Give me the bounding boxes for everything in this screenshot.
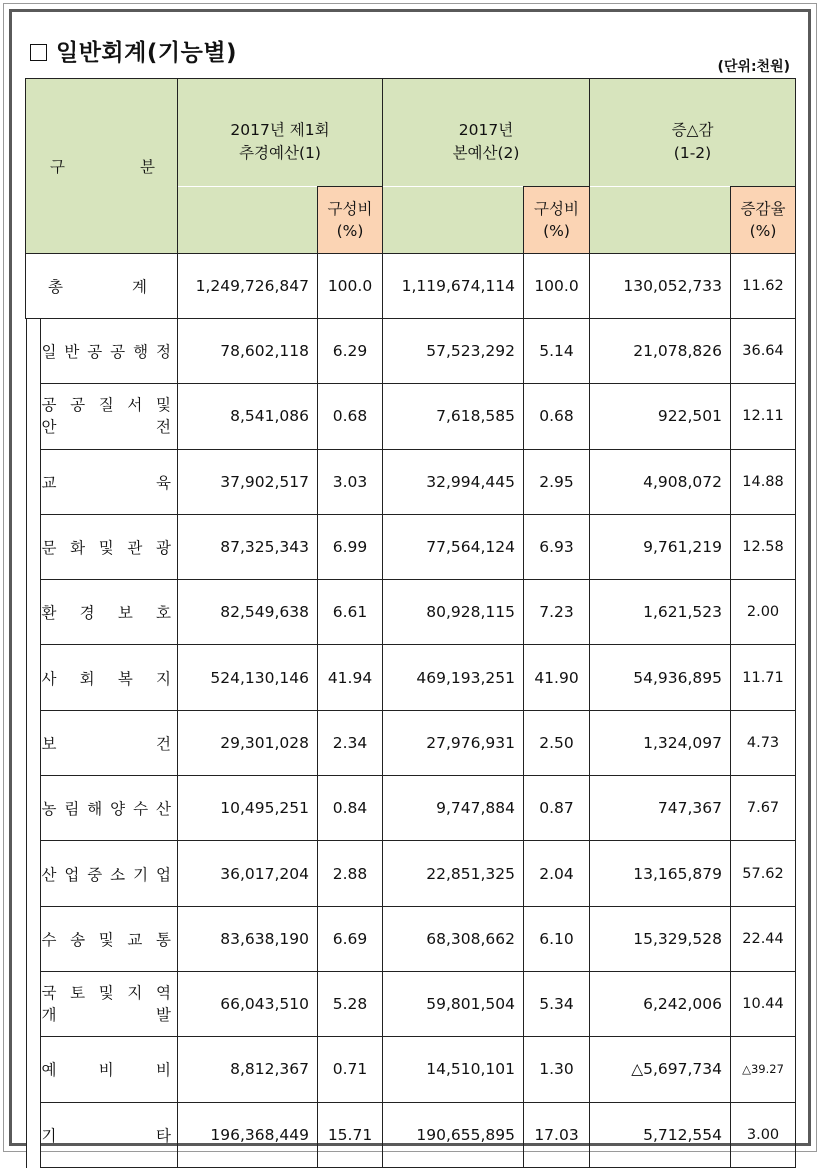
cell-main: 80,928,115 <box>383 580 524 645</box>
table-row <box>26 1037 796 1102</box>
checkbox-square-icon <box>30 44 47 61</box>
cell-main: 59,801,504 <box>383 971 524 1036</box>
indent-line <box>26 775 41 841</box>
total-supp-pct: 100.0 <box>318 254 383 319</box>
label-char: 예 <box>41 1061 57 1080</box>
cell-main: 469,193,251 <box>383 645 524 710</box>
row-label-text <box>42 340 172 362</box>
total-main: 1,119,674,114 <box>383 254 524 319</box>
row-label-text <box>42 1058 172 1080</box>
header-supplementary-budget <box>178 79 383 187</box>
cell-rate: 14.88 <box>731 449 796 514</box>
cell-rate: 36.64 <box>731 319 796 384</box>
label-char: 전 <box>156 418 171 437</box>
table-row <box>26 906 796 971</box>
row-label-text <box>42 667 172 689</box>
row-label <box>26 645 178 710</box>
cell-supp-pct: 6.61 <box>318 580 383 645</box>
cell-supp: 82,549,638 <box>178 580 318 645</box>
title-text: 일반회계(기능별) <box>56 40 238 66</box>
unit-label: (단위:천원) <box>717 59 790 75</box>
label-char: 보 <box>117 604 133 623</box>
label-char: 질 <box>98 396 114 415</box>
label-char: 송 <box>70 930 86 949</box>
header-line: (%) <box>749 222 777 240</box>
row-label-text <box>42 982 172 1026</box>
header-category-char: 분 <box>140 158 155 176</box>
label-char: 육 <box>156 473 171 492</box>
label-char: 문 <box>41 539 57 558</box>
table-row <box>26 580 796 645</box>
indent-line <box>26 1102 41 1168</box>
cell-main-pct: 2.95 <box>524 449 590 514</box>
row-label-text <box>42 471 172 493</box>
label-char: 총 <box>48 278 63 296</box>
document-title <box>30 34 237 67</box>
cell-diff: 9,761,219 <box>590 514 731 579</box>
cell-supp: 29,301,028 <box>178 710 318 775</box>
table-row <box>26 319 796 384</box>
row-label <box>26 514 178 579</box>
label-char: 비 <box>156 1061 171 1080</box>
row-label <box>26 710 178 775</box>
row-label <box>26 1037 178 1102</box>
header-line: 2017년 <box>458 121 514 139</box>
cell-supp: 36,017,204 <box>178 841 318 906</box>
header-ratio-main <box>524 187 590 254</box>
cell-rate: 7.67 <box>731 776 796 841</box>
cell-rate: 2.00 <box>731 580 796 645</box>
cell-main-pct: 17.03 <box>524 1102 590 1167</box>
cell-supp: 83,638,190 <box>178 906 318 971</box>
header-category-char: 구 <box>50 158 65 176</box>
row-label <box>26 319 178 384</box>
indent-line <box>26 710 41 776</box>
label-char: 경 <box>79 604 95 623</box>
table-row <box>26 710 796 775</box>
cell-rate: 12.11 <box>731 384 796 449</box>
indent-line <box>26 579 41 645</box>
row-label-text <box>42 1124 172 1146</box>
cell-supp-pct: 41.94 <box>318 645 383 710</box>
label-char: 비 <box>98 1061 114 1080</box>
row-label-text <box>42 394 172 438</box>
label-char: 국 <box>41 984 57 1003</box>
label-char: 및 <box>156 396 171 415</box>
row-label-text <box>42 732 172 754</box>
table-row <box>26 449 796 514</box>
cell-diff: 6,242,006 <box>590 971 731 1036</box>
cell-main: 9,747,884 <box>383 776 524 841</box>
label-char: 타 <box>156 1126 171 1145</box>
cell-supp-pct: 15.71 <box>318 1102 383 1167</box>
row-label-text <box>42 797 172 819</box>
cell-diff: 21,078,826 <box>590 319 731 384</box>
row-label-text <box>42 601 172 623</box>
indent-line <box>26 383 41 449</box>
label-char: 중 <box>87 865 103 884</box>
cell-supp: 66,043,510 <box>178 971 318 1036</box>
label-char: 복 <box>117 669 133 688</box>
cell-diff: 15,329,528 <box>590 906 731 971</box>
header-rate <box>731 187 796 254</box>
cell-main-pct: 2.50 <box>524 710 590 775</box>
label-char: 교 <box>127 930 143 949</box>
indent-line <box>26 514 41 580</box>
header-category <box>26 79 178 254</box>
label-char: 행 <box>133 343 149 362</box>
row-label-text <box>42 928 172 950</box>
cell-supp-pct: 6.69 <box>318 906 383 971</box>
cell-main-pct: 2.04 <box>524 841 590 906</box>
header-line: 구성비 <box>534 200 579 218</box>
indent-line <box>26 971 41 1037</box>
cell-supp-pct: 0.71 <box>318 1037 383 1102</box>
label-char: 교 <box>41 473 57 492</box>
cell-supp-pct: 6.29 <box>318 319 383 384</box>
header-line: (%) <box>543 222 570 240</box>
cell-main-pct: 5.34 <box>524 971 590 1036</box>
label-char: 통 <box>156 930 171 949</box>
header-line: (1-2) <box>673 144 712 162</box>
cell-supp: 196,368,449 <box>178 1102 318 1167</box>
cell-main: 22,851,325 <box>383 841 524 906</box>
cell-supp: 8,812,367 <box>178 1037 318 1102</box>
budget-table <box>25 78 796 1168</box>
label-char: 지 <box>127 984 143 1003</box>
label-char: 역 <box>156 984 171 1003</box>
cell-rate: 10.44 <box>731 971 796 1036</box>
label-char: 화 <box>70 539 86 558</box>
row-label <box>26 449 178 514</box>
header-line: 본예산(2) <box>452 144 520 162</box>
label-char: 반 <box>64 343 80 362</box>
indent-line <box>26 1036 41 1102</box>
cell-main: 57,523,292 <box>383 319 524 384</box>
cell-supp: 8,541,086 <box>178 384 318 449</box>
cell-main-pct: 41.90 <box>524 645 590 710</box>
header-ratio-supp <box>318 187 383 254</box>
header-row-1 <box>26 79 796 187</box>
row-label <box>26 906 178 971</box>
cell-supp: 10,495,251 <box>178 776 318 841</box>
cell-main: 68,308,662 <box>383 906 524 971</box>
total-diff: 130,052,733 <box>590 254 731 319</box>
row-label <box>26 1102 178 1167</box>
cell-supp: 87,325,343 <box>178 514 318 579</box>
cell-diff: 54,936,895 <box>590 645 731 710</box>
table-row <box>26 645 796 710</box>
label-char: 공 <box>70 396 86 415</box>
header-blank <box>178 187 318 254</box>
indent-line <box>26 644 41 710</box>
cell-main: 32,994,445 <box>383 449 524 514</box>
cell-main: 14,510,101 <box>383 1037 524 1102</box>
label-char: 공 <box>41 396 57 415</box>
label-char: 계 <box>132 278 147 296</box>
label-char: 수 <box>41 930 57 949</box>
label-char: 호 <box>156 604 171 623</box>
header-main-budget <box>383 79 590 187</box>
row-label <box>26 384 178 449</box>
label-char: 건 <box>156 734 171 753</box>
cell-diff: 5,712,554 <box>590 1102 731 1167</box>
label-char: 기 <box>133 865 149 884</box>
cell-diff: △5,697,734 <box>590 1037 731 1102</box>
table-row <box>26 384 796 449</box>
cell-main-pct: 0.68 <box>524 384 590 449</box>
label-char: 소 <box>110 865 126 884</box>
header-blank <box>383 187 524 254</box>
header-line: (%) <box>336 222 364 240</box>
label-char: 발 <box>156 1006 171 1025</box>
header-line: 구성비 <box>327 200 373 218</box>
label-char: 공 <box>110 343 126 362</box>
row-label <box>26 580 178 645</box>
cell-supp-pct: 5.28 <box>318 971 383 1036</box>
cell-main: 7,618,585 <box>383 384 524 449</box>
cell-main-pct: 1.30 <box>524 1037 590 1102</box>
label-char: 일 <box>41 343 57 362</box>
table-row <box>26 514 796 579</box>
label-char: 공 <box>87 343 103 362</box>
cell-rate: 57.62 <box>731 841 796 906</box>
label-char: 및 <box>98 930 114 949</box>
row-label <box>26 776 178 841</box>
cell-diff: 4,908,072 <box>590 449 731 514</box>
label-char: 보 <box>41 734 57 753</box>
table-row <box>26 776 796 841</box>
cell-main-pct: 6.10 <box>524 906 590 971</box>
label-char: 정 <box>155 343 171 362</box>
header-line: 2017년 제1회 <box>230 121 330 139</box>
label-char: 해 <box>87 800 103 819</box>
cell-supp: 524,130,146 <box>178 645 318 710</box>
label-char: 관 <box>127 539 143 558</box>
cell-supp-pct: 0.84 <box>318 776 383 841</box>
label-char: 안 <box>41 418 57 437</box>
cell-supp: 78,602,118 <box>178 319 318 384</box>
table-row <box>26 971 796 1036</box>
total-supp: 1,249,726,847 <box>178 254 318 319</box>
cell-supp-pct: 2.34 <box>318 710 383 775</box>
cell-diff: 1,621,523 <box>590 580 731 645</box>
row-label-text <box>42 536 172 558</box>
cell-rate: 22.44 <box>731 906 796 971</box>
label-char: 산 <box>41 865 57 884</box>
label-char: 환 <box>41 604 57 623</box>
cell-rate: 3.00 <box>731 1102 796 1167</box>
indent-line <box>26 319 41 384</box>
total-row <box>26 254 796 319</box>
cell-supp: 37,902,517 <box>178 449 318 514</box>
label-char: 광 <box>156 539 171 558</box>
header-blank <box>590 187 731 254</box>
cell-diff: 13,165,879 <box>590 841 731 906</box>
row-label <box>26 971 178 1036</box>
label-char: 및 <box>98 539 114 558</box>
cell-diff: 922,501 <box>590 384 731 449</box>
indent-line <box>26 449 41 515</box>
row-label <box>26 841 178 906</box>
indent-line <box>26 840 41 906</box>
label-char: 산 <box>155 800 171 819</box>
total-rate: 11.62 <box>731 254 796 319</box>
cell-main-pct: 0.87 <box>524 776 590 841</box>
cell-main: 27,976,931 <box>383 710 524 775</box>
header-line: 추경예산(1) <box>239 144 321 162</box>
label-char: 양 <box>110 800 126 819</box>
header-line: 증감율 <box>740 200 786 218</box>
total-label <box>26 254 178 319</box>
table-row <box>26 841 796 906</box>
cell-supp-pct: 2.88 <box>318 841 383 906</box>
label-char: 농 <box>41 800 57 819</box>
label-char: 기 <box>41 1126 57 1145</box>
label-char: 개 <box>41 1006 57 1025</box>
label-char: 수 <box>133 800 149 819</box>
header-change <box>590 79 796 187</box>
table-row <box>26 1102 796 1167</box>
cell-main: 77,564,124 <box>383 514 524 579</box>
label-char: 토 <box>70 984 86 1003</box>
cell-supp-pct: 6.99 <box>318 514 383 579</box>
cell-main-pct: 6.93 <box>524 514 590 579</box>
label-char: 서 <box>127 396 143 415</box>
header-line: 증△감 <box>671 121 714 139</box>
cell-main-pct: 7.23 <box>524 580 590 645</box>
label-char: 림 <box>64 800 80 819</box>
cell-rate: △39.27 <box>731 1037 796 1102</box>
row-label-text <box>42 863 172 885</box>
cell-rate: 4.73 <box>731 710 796 775</box>
indent-line <box>26 906 41 972</box>
cell-diff: 747,367 <box>590 776 731 841</box>
total-main-pct: 100.0 <box>524 254 590 319</box>
cell-main-pct: 5.14 <box>524 319 590 384</box>
cell-main: 190,655,895 <box>383 1102 524 1167</box>
label-char: 및 <box>98 984 114 1003</box>
label-char: 업 <box>155 865 171 884</box>
label-char: 업 <box>64 865 80 884</box>
cell-diff: 1,324,097 <box>590 710 731 775</box>
label-char: 회 <box>79 669 95 688</box>
cell-rate: 12.58 <box>731 514 796 579</box>
cell-supp-pct: 3.03 <box>318 449 383 514</box>
label-char: 지 <box>156 669 171 688</box>
label-char: 사 <box>41 669 57 688</box>
cell-rate: 11.71 <box>731 645 796 710</box>
cell-supp-pct: 0.68 <box>318 384 383 449</box>
